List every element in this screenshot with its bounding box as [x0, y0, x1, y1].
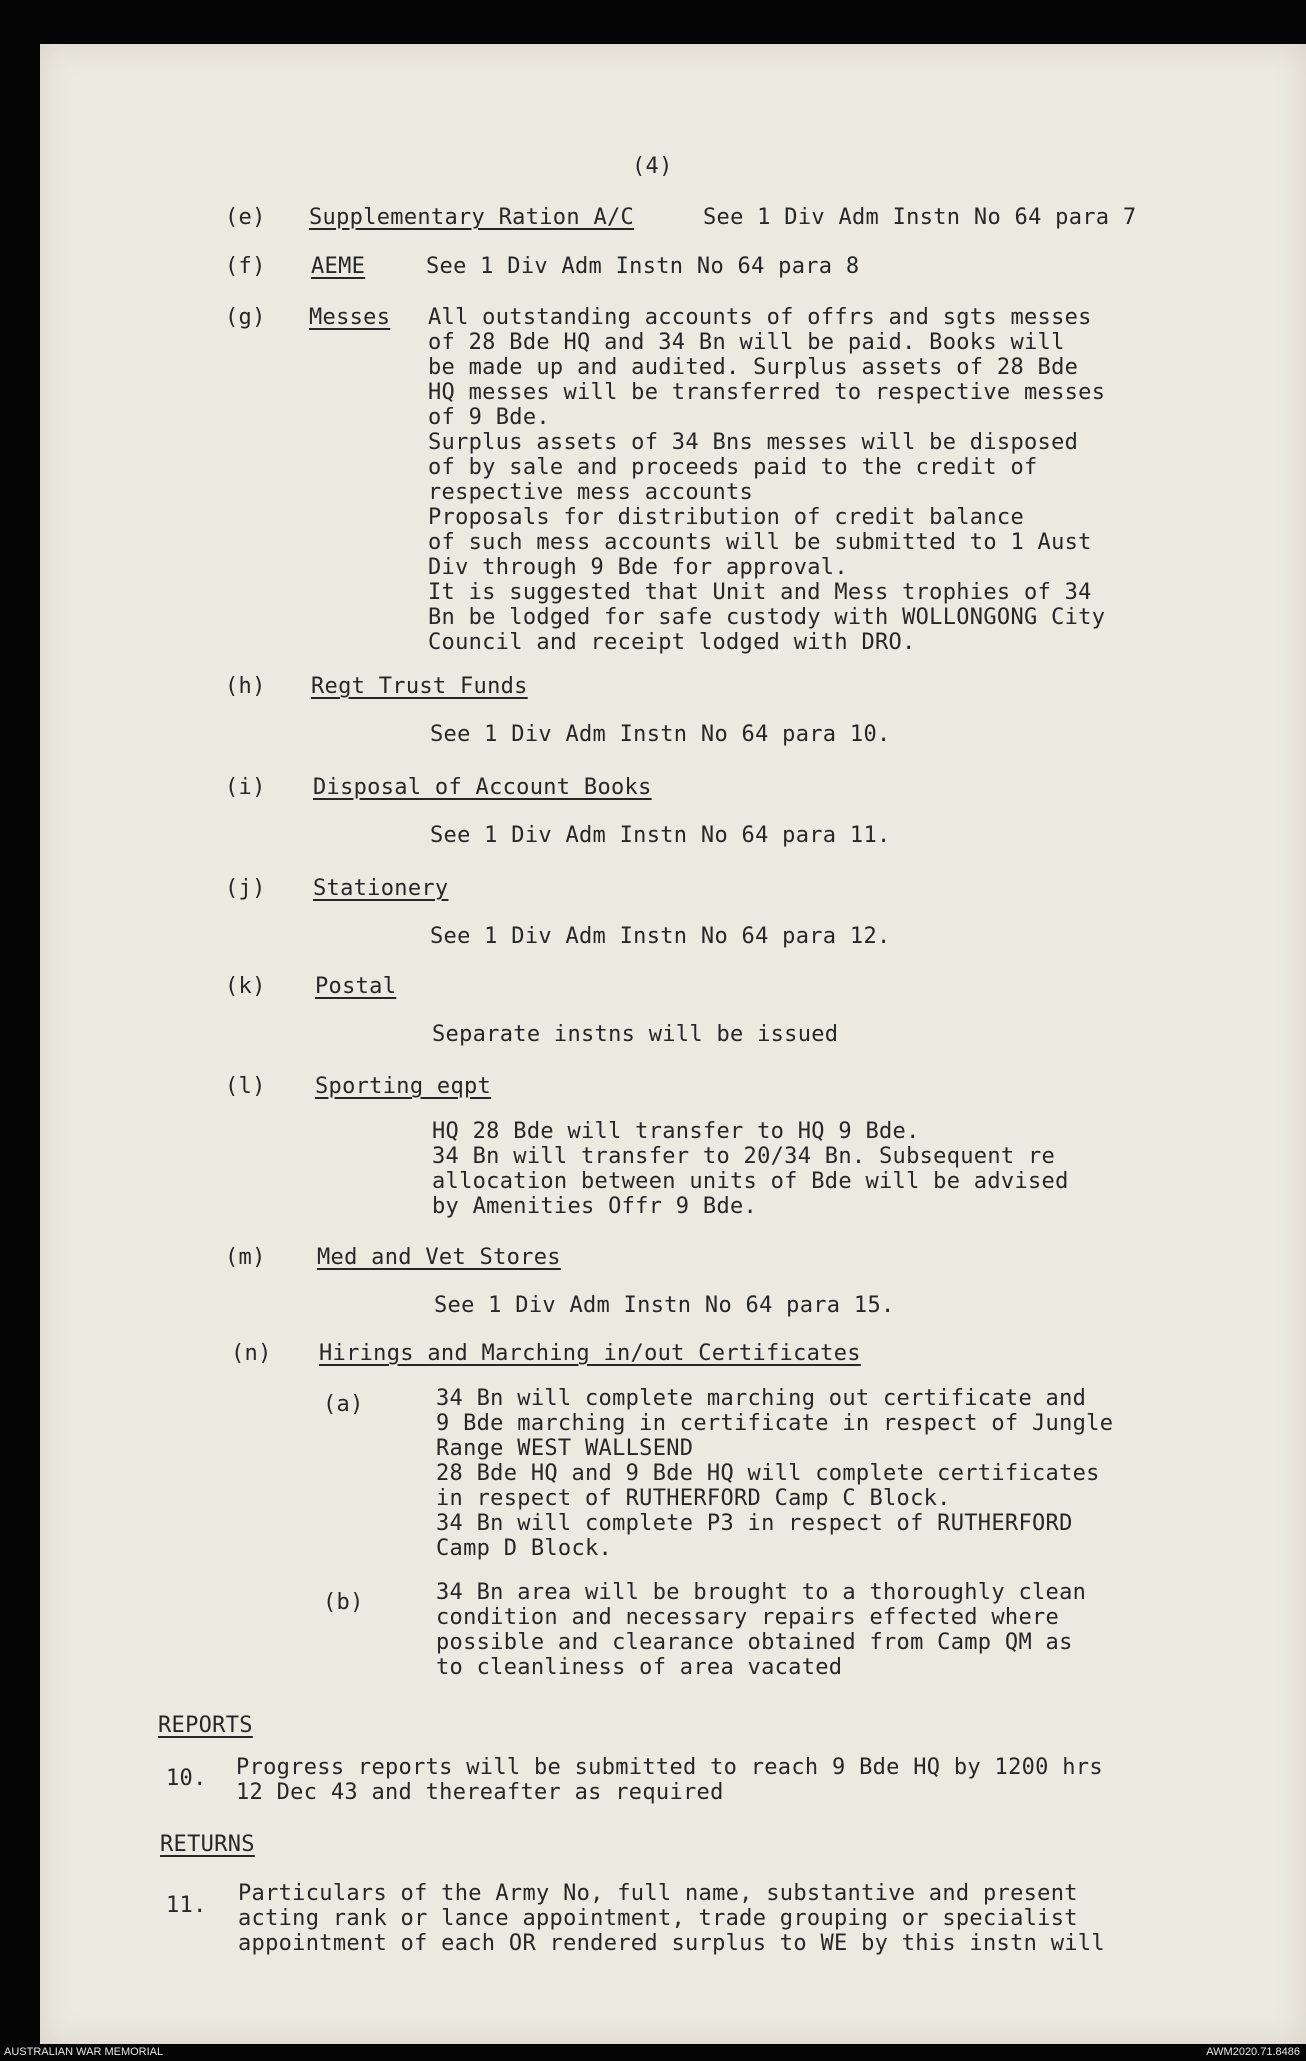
body-line: Range WEST WALLSEND [436, 1436, 694, 1461]
body-line: Particulars of the Army No, full name, substantive and present [238, 1881, 1078, 1906]
body-line: Surplus assets of 34 Bns messes will be disposed [428, 430, 1079, 455]
body-line: acting rank or lance appointment, trade grouping or specialist [238, 1906, 1078, 1931]
body-line: 34 Bn will complete marching out certificate and [436, 1386, 1087, 1411]
body-line: of by sale and proceeds paid to the credit of [428, 455, 1038, 480]
item-e-reference: See 1 Div Adm Instn No 64 para 7 [703, 205, 1137, 230]
item-k-heading: Postal [315, 974, 397, 999]
subitem-b-letter: (b) [323, 1590, 364, 1615]
item-m-letter: (m) [225, 1245, 266, 1270]
subitem-b-body [436, 1580, 1086, 1680]
body-line: of such mess accounts will be submitted to 1 Aust [428, 530, 1092, 555]
item-h-body: See 1 Div Adm Instn No 64 para 10. [430, 722, 891, 747]
body-line: 34 Bn area will be brought to a thoroughly clean [436, 1580, 1087, 1605]
body-line: respective mess accounts [428, 480, 754, 505]
body-line: allocation between units of Bde will be advised [432, 1169, 1069, 1194]
item-g-letter: (g) [225, 305, 266, 330]
item-j-body: See 1 Div Adm Instn No 64 para 12. [430, 924, 891, 949]
item-g-body [428, 305, 1105, 655]
reports-heading: REPORTS [158, 1713, 253, 1738]
item-j-letter: (j) [225, 876, 266, 901]
item-f-letter: (f) [225, 254, 266, 279]
subitem-a-body [436, 1386, 1113, 1561]
item-i-letter: (i) [225, 775, 266, 800]
body-line: 12 Dec 43 and thereafter as required [236, 1780, 724, 1805]
returns-body [238, 1881, 1105, 1956]
body-line: Camp D Block. [436, 1536, 613, 1561]
footer-accession-number: AWM2020.71.8486 [1206, 2046, 1300, 2058]
body-line: Div through 9 Bde for approval. [428, 555, 848, 580]
item-n-heading: Hirings and Marching in/out Certificates [319, 1341, 861, 1366]
body-line: of 28 Bde HQ and 34 Bn will be paid. Books will [428, 330, 1065, 355]
item-f-reference: See 1 Div Adm Instn No 64 para 8 [426, 254, 860, 279]
item-h-heading: Regt Trust Funds [311, 674, 528, 699]
body-line: 34 Bn will complete P3 in respect of RUTHERFORD [436, 1511, 1073, 1536]
body-line: HQ 28 Bde will transfer to HQ 9 Bde. [432, 1119, 920, 1144]
item-l-body [432, 1119, 1069, 1219]
reports-number: 10. [166, 1766, 207, 1791]
body-line: appointment of each OR rendered surplus to WE by this instn will [238, 1931, 1105, 1956]
item-j-heading: Stationery [313, 876, 449, 901]
reports-body [236, 1755, 1103, 1805]
page-number: (4) [632, 154, 673, 179]
body-line: condition and necessary repairs effected where [436, 1605, 1060, 1630]
item-f-heading: AEME [311, 254, 366, 279]
body-line: 9 Bde marching in certificate in respect of Jungle [436, 1411, 1114, 1436]
archive-footer [0, 2044, 1306, 2061]
item-i-heading: Disposal of Account Books [313, 775, 652, 800]
item-e-heading: Supplementary Ration A/C [309, 205, 635, 230]
body-line: Council and receipt lodged with DRO. [428, 630, 916, 655]
footer-institution: AUSTRALIAN WAR MEMORIAL [4, 2046, 164, 2058]
returns-heading: RETURNS [160, 1832, 255, 1857]
item-i-body: See 1 Div Adm Instn No 64 para 11. [430, 823, 891, 848]
body-line: It is suggested that Unit and Mess trophies of 34 [428, 580, 1092, 605]
body-line: Proposals for distribution of credit balance [428, 505, 1024, 530]
subitem-a-letter: (a) [323, 1392, 364, 1417]
body-line: to cleanliness of area vacated [436, 1655, 843, 1680]
body-line: by Amenities Offr 9 Bde. [432, 1194, 758, 1219]
item-n-letter: (n) [231, 1341, 272, 1366]
item-l-heading: Sporting eqpt [315, 1074, 492, 1099]
body-line: 34 Bn will transfer to 20/34 Bn. Subsequent re [432, 1144, 1056, 1169]
body-line: Progress reports will be submitted to reach 9 Bde HQ by 1200 hrs [236, 1755, 1103, 1780]
body-line: in respect of RUTHERFORD Camp C Block. [436, 1486, 951, 1511]
body-line: of 9 Bde. [428, 405, 550, 430]
item-e-letter: (e) [225, 205, 266, 230]
body-line: HQ messes will be transferred to respective messes [428, 380, 1106, 405]
item-k-letter: (k) [225, 974, 266, 999]
item-m-heading: Med and Vet Stores [317, 1245, 561, 1270]
body-line: Bn be lodged for safe custody with WOLLONGONG City [428, 605, 1106, 630]
returns-number: 11. [166, 1893, 207, 1918]
item-g-heading: Messes [309, 305, 391, 330]
item-l-letter: (l) [225, 1074, 266, 1099]
item-k-body: Separate instns will be issued [432, 1022, 839, 1047]
body-line: be made up and audited. Surplus assets of 28 Bde [428, 355, 1079, 380]
body-line: All outstanding accounts of offrs and sgts messes [428, 305, 1092, 330]
body-line: 28 Bde HQ and 9 Bde HQ will complete certificates [436, 1461, 1100, 1486]
body-line: possible and clearance obtained from Camp QM as [436, 1630, 1073, 1655]
item-h-letter: (h) [225, 674, 266, 699]
item-m-body: See 1 Div Adm Instn No 64 para 15. [434, 1293, 895, 1318]
